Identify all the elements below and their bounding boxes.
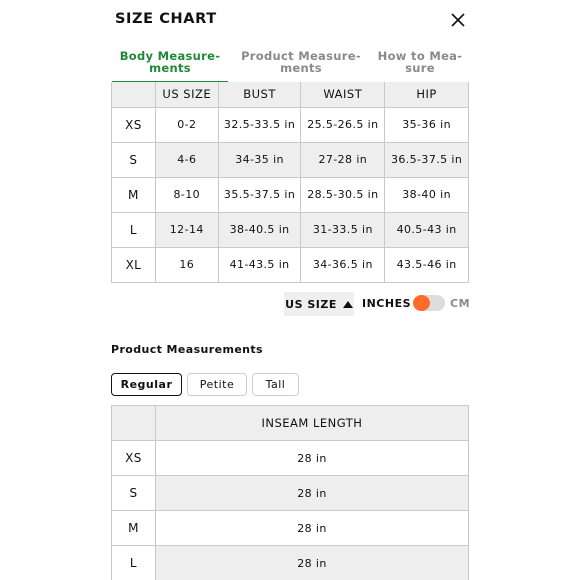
tab-label: sure (405, 61, 435, 75)
table-cell: 38-40 in (385, 177, 469, 212)
size-label: S (112, 142, 156, 177)
size-label: XL (112, 247, 156, 282)
size-label: L (112, 212, 156, 247)
table-row (112, 476, 469, 511)
column-header: HIP (385, 82, 469, 107)
table-row (112, 546, 469, 580)
fit-regular-button[interactable]: Regular (111, 373, 182, 396)
table-cell: 28 in (155, 476, 468, 511)
size-label: M (112, 511, 156, 546)
size-label: L (112, 546, 156, 580)
tab-how-to-measure[interactable] (374, 45, 466, 83)
inseam-header: INSEAM LENGTH (155, 406, 468, 441)
table-cell: 43.5-46 in (385, 247, 469, 282)
tab-label: ments (280, 61, 322, 75)
table-cell: 28 in (155, 511, 468, 546)
column-header (112, 82, 156, 107)
column-header: BUST (218, 82, 301, 107)
size-system-dropdown[interactable] (284, 292, 354, 316)
page-title: SIZE CHART (115, 11, 217, 27)
table-cell: 28 in (155, 441, 468, 476)
table-header-row (112, 82, 469, 107)
table-cell: 0-2 (155, 107, 218, 142)
tab-label: ments (149, 61, 191, 75)
table-row (112, 441, 469, 476)
table-cell: 35-36 in (385, 107, 469, 142)
tab-body-measurements[interactable] (112, 45, 228, 83)
table-row (112, 177, 469, 212)
column-header: US SIZE (155, 82, 218, 107)
table-cell: 31-33.5 in (301, 212, 385, 247)
column-header: WAIST (301, 82, 385, 107)
table-header-row (112, 406, 469, 441)
close-icon[interactable] (449, 11, 467, 29)
body-measurements-table (111, 82, 469, 283)
size-label: M (112, 177, 156, 212)
table-cell: 41-43.5 in (218, 247, 301, 282)
size-label: S (112, 476, 156, 511)
size-label: XS (112, 441, 156, 476)
table-row (112, 511, 469, 546)
table-cell: 4-6 (155, 142, 218, 177)
table-cell: 8-10 (155, 177, 218, 212)
measurement-tabs (110, 45, 470, 83)
fit-tall-button[interactable]: Tall (252, 373, 299, 396)
fit-petite-button[interactable]: Petite (187, 373, 247, 396)
tab-product-measurements[interactable] (238, 45, 364, 83)
table-cell: 40.5-43 in (385, 212, 469, 247)
tab-label: How to Mea- (377, 49, 463, 63)
column-header (112, 406, 156, 441)
tab-label: Body Measure- (119, 49, 221, 63)
table-cell: 35.5-37.5 in (218, 177, 301, 212)
table-cell: 38-40.5 in (218, 212, 301, 247)
size-system-label: US SIZE (285, 297, 337, 311)
tab-label: Product Measure- (241, 49, 361, 63)
product-measurements-heading: Product Measurements (111, 343, 264, 356)
table-row (112, 247, 469, 282)
table-cell: 28 in (155, 546, 468, 580)
table-cell: 34-35 in (218, 142, 301, 177)
inches-label: INCHES (362, 297, 412, 310)
size-label: XS (112, 107, 156, 142)
table-cell: 25.5-26.5 in (301, 107, 385, 142)
unit-toggle[interactable] (413, 295, 445, 311)
table-cell: 12-14 (155, 212, 218, 247)
table-cell: 34-36.5 in (301, 247, 385, 282)
table-cell: 36.5-37.5 in (385, 142, 469, 177)
cm-label: CM (450, 297, 471, 310)
table-cell: 32.5-33.5 in (218, 107, 301, 142)
table-row (112, 212, 469, 247)
table-cell: 28.5-30.5 in (301, 177, 385, 212)
table-row (112, 107, 469, 142)
inseam-table (111, 405, 469, 580)
table-row (112, 142, 469, 177)
table-cell: 16 (155, 247, 218, 282)
table-cell: 27-28 in (301, 142, 385, 177)
caret-up-icon (343, 301, 353, 308)
size-chart-header (0, 0, 580, 40)
toggle-knob (413, 295, 430, 311)
